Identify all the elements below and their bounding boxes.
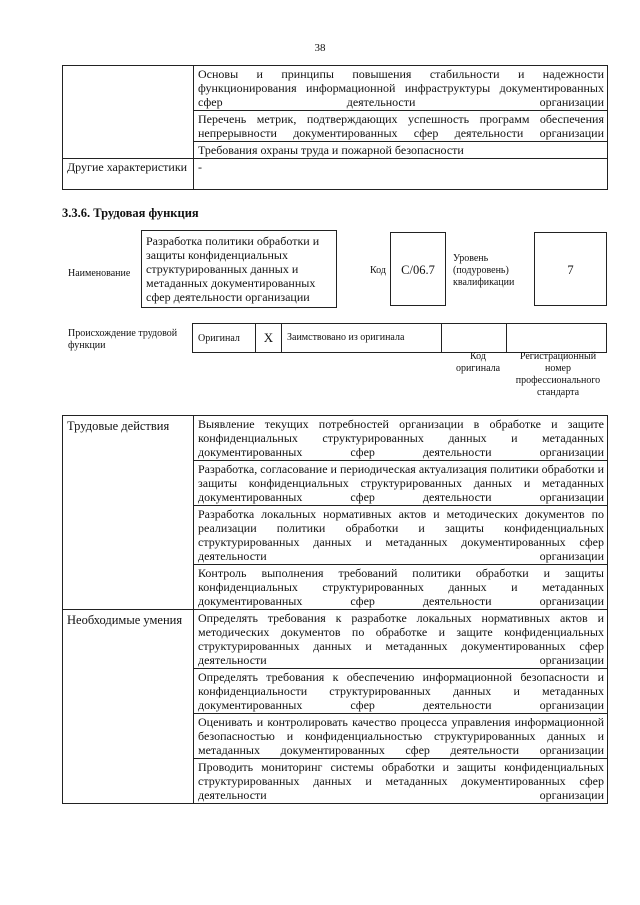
original-label: Оригинал [198,333,240,344]
labor-action-item: Разработка локальных нормативных актов и методических документов по реализации политики обработки и защиты конфиденциальных структурированных данных и метаданных документированных сфер деятельности организации [194,506,608,565]
knowledge-item: Основы и принципы повышения стабильности и надежности функционирования информационной инфраструктуры документированных сфер деятельности организации [194,66,608,111]
labor-action-item: Выявление текущих потребностей организации в обработке и защите конфиденциальных структурированных данных и метаданных документированных сфер деятельности организации [194,416,608,461]
row-label-empty [63,66,194,159]
table-row [63,610,608,669]
labor-action-item: Разработка, согласование и периодическая актуализация политики обработки и защиты конфиденциальных структурированных данных и метаданных документированных сфер деятельности организации [194,461,608,506]
page-number: 38 [314,42,326,54]
knowledge-item: Перечень метрик, подтверждающих успешность программ обеспечения непрерывности документированных сфер деятельности организации [194,111,608,142]
table-row [63,416,608,461]
code-label: Код [370,265,386,276]
level-label: Уровень (подуровень) квалификации [453,253,515,288]
table-row [63,159,608,190]
reg-number-caption: Регистрационный номер профессионального стандарта [515,351,601,398]
table-row [63,66,608,111]
qualification-level-box: 7 [534,232,607,306]
labor-actions-label: Трудовые действия [63,416,194,610]
origin-code-cell [441,323,507,353]
knowledge-item: Требования охраны труда и пожарной безопасности [194,142,608,159]
name-label: Наименование [68,268,131,279]
function-code-box: C/06.7 [390,232,446,306]
skill-item: Оценивать и контролировать качество процесса управления информационной безопасностью и конфиденциальностью структурированных данных и метаданных документированных сфер деятельности организации [194,714,608,759]
other-characteristics-label: Другие характеристики [63,159,194,190]
skill-item: Определять требования к разработке локальных нормативных актов и методических документов по обработке и защите конфиденциальных структурированных данных и метаданных документированных сфер деятельности организации [194,610,608,669]
origin-label: Происхождение трудовой функции [68,328,178,351]
labor-function-table [62,415,608,804]
origin-row [192,323,607,353]
skill-item: Определять требования к обеспечению информационной безопасности и конфиденциальности структурированных данных и метаданных документированных сфер деятельности организации [194,669,608,714]
reg-number-cell [506,323,607,353]
borrowed-label: Заимствовано из оригинала [287,332,405,343]
function-name-box: Разработка политики обработки и защиты конфиденциальных структурированных данных и метаданных документированных сфер деятельности организации [141,230,337,308]
origin-code-caption: Код оригинала [455,351,501,374]
labor-action-item: Контроль выполнения требований политики обработки и защиты конфиденциальных структурированных данных и метаданных документированных сфер деятельности организации [194,565,608,610]
knowledge-continuation-table [62,65,608,190]
original-mark: X [255,323,282,353]
section-heading: 3.3.6. Трудовая функция [62,206,199,220]
required-skills-label: Необходимые умения [63,610,194,804]
other-characteristics-value: - [194,159,608,190]
skill-item: Проводить мониторинг системы обработки и защиты конфиденциальных структурированных данных и метаданных документированных сфер деятельности организации [194,759,608,804]
